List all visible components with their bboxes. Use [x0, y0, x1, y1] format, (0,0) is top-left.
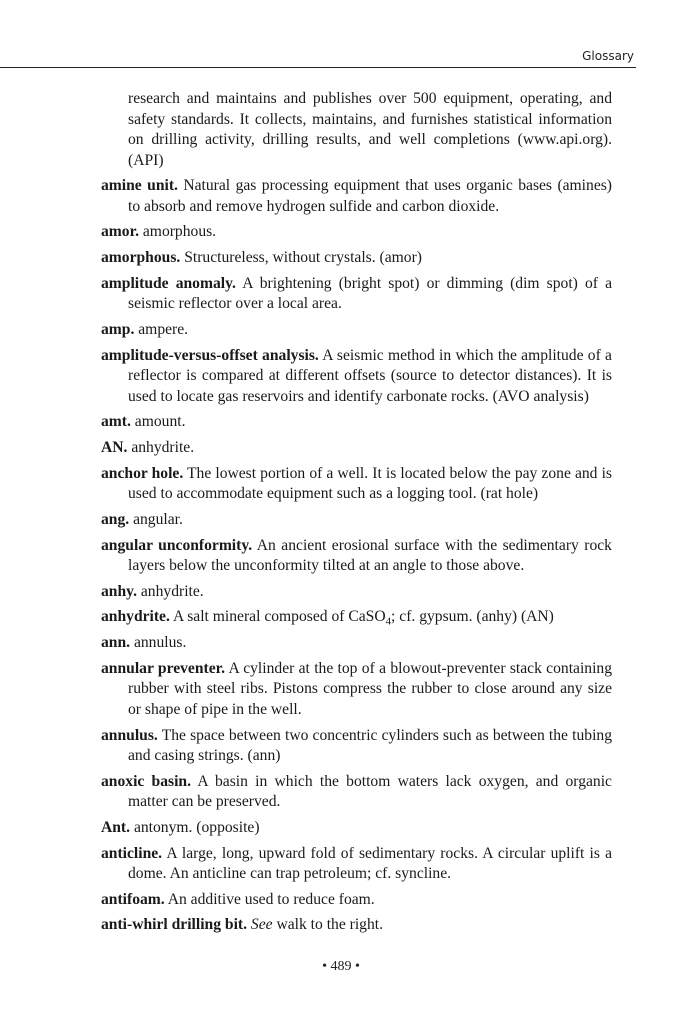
entry-term: amorphous. — [101, 249, 181, 267]
entry-term: amplitude-versus-offset analysis. — [101, 346, 319, 364]
entry-term: ann. — [101, 634, 131, 652]
running-header-label: Glossary — [582, 49, 634, 63]
entry-term: amp. — [101, 320, 135, 338]
entry-term: anchor hole. — [101, 464, 184, 482]
entry-definition: anhydrite. — [131, 439, 195, 456]
entry-definition: A brightening (bright spot) or dimming (dim spot) of a seismic reflector over a local area. — [128, 274, 612, 313]
chemical-subscript: 4 — [385, 615, 392, 628]
entry-definition: Natural gas processing equipment that uses organic bases (amines) to absorb and remove hydrogen sulfide and carbon dioxide. — [128, 177, 612, 215]
entry-term: anhydrite. — [101, 608, 170, 626]
entry-definition: walk to the right. — [276, 916, 383, 934]
entry-definition: angular. — [133, 510, 183, 528]
glossary-entry — [101, 412, 612, 433]
entry-definition-cont: ; cf. gypsum. (anhy) (AN) — [391, 608, 554, 626]
glossary-entry — [101, 633, 612, 654]
glossary-body — [101, 89, 612, 941]
entry-definition: annulus. — [133, 634, 187, 652]
glossary-entry — [101, 274, 612, 315]
glossary-entry — [101, 915, 612, 936]
entry-definition: A seismic method in which the amplitude of a reflector is compared at different offsets (source to detector distances). It is used to locate gas reservoirs and identify carbonate rocks. (AVO analysis) — [128, 346, 612, 405]
glossary-entry — [101, 464, 612, 505]
entry-term: anti-whirl drilling bit. — [101, 916, 247, 934]
glossary-entry — [101, 582, 612, 603]
glossary-entry — [101, 176, 612, 217]
glossary-entry — [101, 607, 612, 628]
entry-term: Ant. — [101, 818, 131, 836]
entry-definition: The lowest portion of a well. It is located below the pay zone and is used to accommodate equipment such as a logging tool. (rat hole) — [128, 464, 612, 503]
entry-definition: Structureless, without crystals. (amor) — [184, 249, 422, 267]
entry-definition: anhydrite. — [140, 582, 204, 600]
entry-term: AN. — [101, 439, 128, 456]
glossary-entry — [101, 772, 612, 813]
entry-definition: A large, long, upward fold of sedimentary rocks. A circular uplift is a dome. An anticline can trap petroleum; cf. syncline. — [128, 844, 612, 883]
header-rule — [0, 67, 636, 68]
entry-term: annulus. — [101, 726, 158, 744]
entry-term: angular unconformity. — [101, 536, 253, 554]
page-number: • 489 • — [322, 959, 360, 974]
entry-definition: The space between two concentric cylinders such as between the tubing and casing strings. (ann) — [128, 726, 612, 764]
see-reference: See — [250, 916, 273, 934]
glossary-entry — [101, 248, 612, 269]
entry-definition: amount. — [134, 413, 186, 431]
entry-definition: An ancient erosional surface with the sedimentary rock layers below the unconformity tilted at an angle to those above. — [128, 536, 612, 575]
glossary-entry — [101, 438, 612, 459]
glossary-entry — [101, 818, 612, 839]
entry-term: anoxic basin. — [101, 772, 191, 790]
entry-term: amplitude anomaly. — [101, 274, 236, 292]
entry-definition: ampere. — [138, 320, 189, 338]
glossary-entry — [101, 726, 612, 767]
entry-definition: A cylinder at the top of a blowout-preventer stack containing rubber with steel ribs. Pistons compress the rubber to close around any size or shape of pipe in the well. — [128, 659, 613, 718]
glossary-entry — [101, 659, 612, 721]
entry-definition: antonym. (opposite) — [133, 818, 260, 836]
entry-term: anhy. — [101, 582, 137, 600]
entry-definition: A salt mineral composed of CaSO — [172, 608, 386, 626]
glossary-entry — [101, 346, 612, 408]
glossary-entry — [101, 222, 612, 243]
glossary-entry — [101, 890, 612, 911]
entry-term: amt. — [101, 413, 131, 431]
glossary-entry — [101, 536, 612, 577]
entry-term: amor. — [101, 223, 139, 241]
entry-term: amine unit. — [101, 177, 178, 195]
entry-definition: An additive used to reduce foam. — [167, 890, 375, 908]
glossary-entry — [101, 320, 612, 341]
entry-term: anticline. — [101, 844, 163, 862]
entry-definition: A basin in which the bottom waters lack oxygen, and organic matter can be preserved. — [128, 772, 612, 811]
glossary-entry — [101, 510, 612, 531]
entry-term: annular preventer. — [101, 659, 226, 677]
entry-definition: amorphous. — [142, 223, 217, 241]
entry-term: antifoam. — [101, 890, 165, 908]
continued-definition: research and maintains and publishes over 500 equipment, operating, and safety standards. It collects, maintains, and furnishes statistical information on drilling activity, drilling results, and well completions (www.api.org). (API) — [128, 90, 612, 169]
glossary-entry — [101, 844, 612, 885]
entry-term: ang. — [101, 510, 130, 528]
